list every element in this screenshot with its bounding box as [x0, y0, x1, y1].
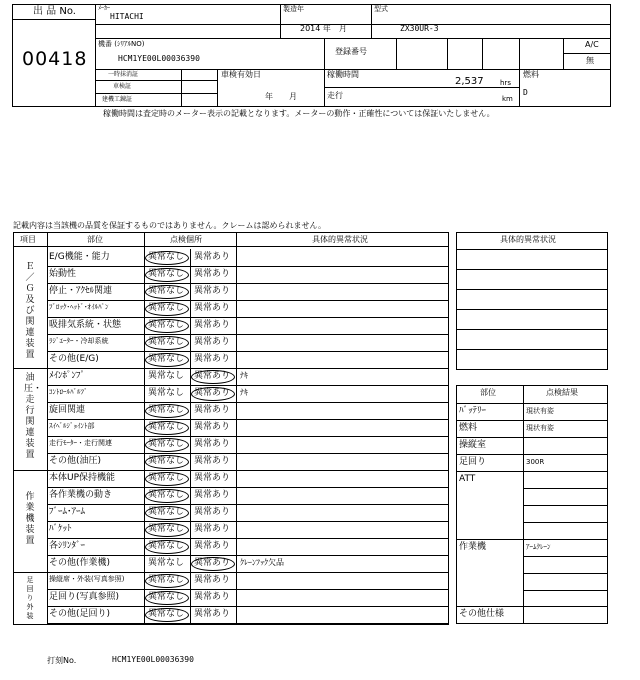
selection-circle	[145, 251, 189, 265]
reg-label: 登録番号	[335, 47, 367, 56]
row-normal-option[interactable]: 異常なし	[148, 371, 185, 381]
row-normal-option[interactable]: 異常なし	[148, 286, 185, 296]
ac-value: 無	[586, 56, 594, 65]
inspection-cert-label: 車検証	[113, 83, 132, 90]
row-part: 吸排気系統・状態	[49, 320, 122, 330]
row-normal-option[interactable]: 異常なし	[148, 303, 185, 313]
col-item-header: 項目	[20, 235, 36, 244]
row-part: 操縦席・外装(写真参照)	[49, 575, 125, 583]
row-abnormal-option[interactable]: 異常あり	[194, 422, 231, 432]
row-part: ﾌﾞﾛｯｸ･ﾍｯﾄﾞ･ｵｲﾙﾊﾟﾝ	[49, 303, 109, 311]
year-label: 製造年	[283, 5, 304, 13]
results-col-result: 点検結果	[546, 388, 578, 397]
detail-line	[456, 329, 608, 330]
row-normal-option[interactable]: 異常なし	[148, 320, 185, 330]
selection-circle	[145, 353, 189, 367]
group-label-undercarriage: 足回り外装	[26, 576, 34, 620]
detail-line	[456, 289, 608, 290]
results-col-part: 部位	[480, 388, 496, 397]
row-abnormal-option[interactable]: 異常あり	[194, 524, 231, 534]
group-label-work-equipment: 作業機装置	[25, 492, 35, 546]
selection-circle	[145, 336, 189, 350]
row-abnormal-option[interactable]: 異常あり	[194, 592, 231, 602]
selection-circle	[145, 506, 189, 520]
row-normal-option[interactable]: 異常なし	[148, 269, 185, 279]
col-part-header: 部位	[87, 235, 103, 244]
selection-circle	[145, 591, 189, 605]
model: ZX30UR-3	[400, 24, 439, 33]
row-abnormal-option[interactable]: 異常あり	[194, 609, 231, 619]
stamp-label: 打刻No.	[47, 656, 77, 665]
row-normal-option[interactable]: 異常なし	[148, 558, 185, 568]
exhibit-no: 00418	[22, 48, 88, 70]
selection-circle	[145, 438, 189, 452]
row-abnormal-option[interactable]: 異常あり	[194, 405, 231, 415]
row-normal-option[interactable]: 異常なし	[148, 456, 185, 466]
serial: HCM1YE00L00036390	[118, 54, 200, 63]
row-abnormal-option[interactable]: 異常あり	[194, 388, 231, 398]
row-normal-option[interactable]: 異常なし	[148, 575, 185, 585]
col-check-header: 点検個所	[170, 235, 202, 244]
row-normal-option[interactable]: 異常なし	[148, 354, 185, 364]
selection-circle	[145, 489, 189, 503]
col-detail-header: 具体的異常状況	[312, 235, 368, 244]
row-normal-option[interactable]: 異常なし	[148, 439, 185, 449]
selection-circle	[145, 523, 189, 537]
row-normal-option[interactable]: 異常なし	[148, 609, 185, 619]
ac-label: A/C	[585, 40, 599, 49]
selection-circle	[145, 319, 189, 333]
selection-circle	[145, 540, 189, 554]
row-abnormal-option[interactable]: 異常あり	[194, 337, 231, 347]
results-row-part: ﾊﾞｯﾃﾘｰ	[459, 406, 487, 416]
maker: HITACHI	[110, 12, 144, 21]
results-row-value: 現状有姿	[526, 424, 554, 432]
selection-circle	[145, 302, 189, 316]
stamp-value: HCM1YE00L00036390	[112, 655, 194, 664]
row-abnormal-option[interactable]: 異常あり	[194, 507, 231, 517]
selection-circle	[145, 472, 189, 486]
hours-unit: hrs	[500, 79, 511, 87]
row-abnormal-option[interactable]: 異常あり	[194, 269, 231, 279]
detail-line	[456, 309, 608, 310]
row-normal-option[interactable]: 異常なし	[148, 507, 185, 517]
row-detail: ﾅｷ	[240, 388, 248, 397]
row-normal-option[interactable]: 異常なし	[148, 388, 185, 398]
group-label-hydraulic: 油圧・走行関連装置	[24, 373, 43, 460]
row-part: その他(足回り)	[49, 609, 111, 619]
inspection-expiry-label: 車検有効日	[221, 70, 261, 79]
row-part: 停止・ｱｸｾﾙ関連	[49, 286, 113, 296]
exhibit-no-label: 出 品 No.	[33, 6, 76, 17]
row-abnormal-option[interactable]: 異常あり	[194, 456, 231, 466]
row-normal-option[interactable]: 異常なし	[148, 541, 185, 551]
row-detail: ﾅｷ	[240, 371, 248, 380]
row-part: 走行ﾓｰﾀｰ・走行関連	[49, 439, 112, 447]
row-part: その他(油圧)	[49, 456, 102, 466]
results-row-part: 燃料	[459, 423, 478, 433]
temp-permit-label: 一時抹消証	[108, 71, 139, 78]
row-part: 始動性	[49, 269, 77, 279]
results-row-part: 作業機	[459, 542, 487, 552]
row-part: 足回り(写真参照)	[49, 592, 120, 602]
row-abnormal-option[interactable]: 異常あり	[194, 320, 231, 330]
maker-label: ﾒｰｶｰ	[98, 5, 111, 12]
row-abnormal-option[interactable]: 異常あり	[194, 252, 231, 262]
hours-note: 稼働時間は査定時のメーター表示の記載となります。メーターの動作・正確性については保証いたしません。	[103, 109, 495, 118]
results-row-part: その他仕様	[459, 609, 505, 619]
results-row-part: 足回り	[459, 457, 487, 467]
selection-circle	[191, 387, 235, 401]
row-part: ﾊﾞｹｯﾄ	[49, 524, 72, 534]
selection-circle	[145, 268, 189, 282]
row-part: 旋回関連	[49, 405, 86, 415]
row-part: ｺﾝﾄﾛｰﾙﾊﾞﾙﾌﾞ	[49, 388, 88, 396]
row-abnormal-option[interactable]: 異常あり	[194, 371, 231, 381]
row-abnormal-option[interactable]: 異常あり	[194, 286, 231, 296]
row-abnormal-option[interactable]: 異常あり	[194, 558, 231, 568]
row-abnormal-option[interactable]: 異常あり	[194, 354, 231, 364]
row-abnormal-option[interactable]: 異常あり	[194, 473, 231, 483]
inspection-expiry-value: 年 月	[265, 92, 297, 101]
disclaimer: 記載内容は当該機の品質を保証するものではありません。クレームは認められません。	[13, 221, 326, 230]
row-part: その他(作業機)	[49, 558, 111, 568]
row-part: その他(E/G)	[49, 354, 99, 364]
selection-circle	[191, 370, 235, 384]
row-part: ﾌﾞｰﾑ･ｱｰﾑ	[49, 507, 86, 517]
row-normal-option[interactable]: 異常なし	[148, 405, 185, 415]
detail-line	[456, 249, 608, 250]
results-row-part: 操縦室	[459, 440, 487, 450]
header-frame	[12, 4, 611, 107]
row-abnormal-option[interactable]: 異常あり	[194, 303, 231, 313]
selection-circle	[145, 404, 189, 418]
selection-circle	[145, 608, 189, 622]
row-part: ﾒｲﾝﾎﾟﾝﾌﾟ	[49, 371, 86, 381]
row-abnormal-option[interactable]: 異常あり	[194, 490, 231, 500]
selection-circle	[191, 557, 235, 571]
row-abnormal-option[interactable]: 異常あり	[194, 575, 231, 585]
fuel-label: 燃料	[523, 70, 539, 79]
row-normal-option[interactable]: 異常なし	[148, 422, 185, 432]
fuel-value: D	[523, 88, 528, 97]
mileage-unit: km	[502, 95, 513, 103]
right-detail-title: 具体的異常状況	[500, 235, 556, 244]
results-row-value: 現状有姿	[526, 407, 554, 415]
serial-label: 機番 (ｼﾘｱﾙNO)	[98, 40, 145, 48]
row-normal-option[interactable]: 異常なし	[148, 592, 185, 602]
row-abnormal-option[interactable]: 異常あり	[194, 439, 231, 449]
detail-line	[456, 269, 608, 270]
row-abnormal-option[interactable]: 異常あり	[194, 541, 231, 551]
selection-circle	[145, 455, 189, 469]
mileage-label: 走行	[327, 91, 343, 100]
row-part: 各ｼﾘﾝﾀﾞｰ	[49, 541, 86, 551]
hours-value: 2,537	[455, 76, 484, 87]
selection-circle	[145, 285, 189, 299]
row-normal-option[interactable]: 異常なし	[148, 337, 185, 347]
selection-circle	[145, 574, 189, 588]
row-part: 本体UP保持機能	[49, 473, 116, 483]
results-row-value: ｱｰﾑｸﾚｰﾝ	[526, 543, 551, 551]
row-normal-option[interactable]: 異常なし	[148, 252, 185, 262]
hours-label: 稼働時間	[327, 70, 359, 79]
model-label: 型式	[374, 5, 388, 13]
row-normal-option[interactable]: 異常なし	[148, 490, 185, 500]
construction-cert-label: 建機工錬証	[102, 96, 133, 103]
selection-circle	[145, 421, 189, 435]
detail-line	[456, 349, 608, 350]
row-part: ﾗｼﾞｴｰﾀｰ・冷却系統	[49, 337, 109, 345]
results-row-value: 300R	[526, 458, 545, 466]
row-detail: ｸﾚｰﾝﾌｯｸ欠品	[240, 558, 284, 567]
year: 2014 年 月	[300, 24, 347, 33]
group-label-engine: Ｅ／Ｇ及び関連装置	[25, 262, 35, 360]
row-normal-option[interactable]: 異常なし	[148, 524, 185, 534]
row-part: E/G機能・能力	[49, 252, 110, 262]
row-part: 各作業機の動き	[49, 490, 113, 500]
results-row-part: ATT	[459, 474, 476, 484]
row-normal-option[interactable]: 異常なし	[148, 473, 185, 483]
row-part: ｽｲﾍﾞﾙｼﾞｮｲﾝﾄ部	[49, 422, 95, 430]
